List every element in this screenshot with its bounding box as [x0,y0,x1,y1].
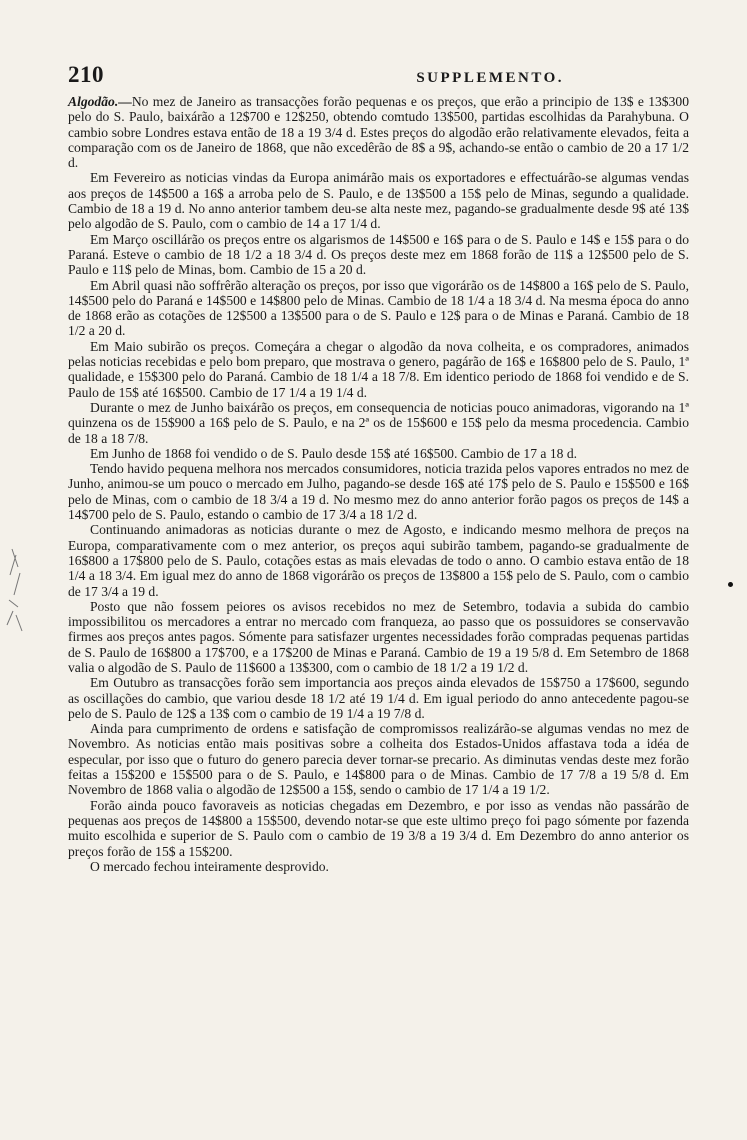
margin-dot [728,582,733,587]
paragraph-august: Continuando animadoras as noticias durante o mez de Agosto, e indicando mesmo melhora de preços na Europa, comparativamente com o mez anterior, os preços aqui subirão tambem, pagando-se gradualmente de 16$800 a 17$800 pelo de S. Paulo, cotações estas as mais elevadas de todo o anno. O cambio estava então de 18 1/4 a 18 3/4. Em igual mez do anno de 1868 vigorárão os preços de 13$800 a 15$ pelo de S. Paulo, com o cambio de 17 3/4 a 19 d. [68,522,689,599]
paragraph-july: Tendo havido pequena melhora nos mercados consumidores, noticia trazida pelos vapores entrados no mez de Junho, animou-se um pouco o mercado em Julho, pagando-se desde 16$ até 17$ pelo de S. Paulo e 15$500 e 16$ pelo de Minas, com o cambio de 18 3/4 a 19 d. No mesmo mez do anno anterior forão pagos os preços de 14$ a 14$700 pelo de S. Paulo, estando o cambio de 17 3/4 a 18 1/2 d. [68,461,689,523]
paragraph-may: Em Maio subirão os preços. Começára a chegar o algodão da nova colheita, e os compradores, animados pelas noticias recebidas e pelo bom preparo, que mostrava o genero, pagárão de 16$ e 16$800 pelo de S. Paulo, 1ª qualidade, e 15$300 pelo do Paraná. Cambio de 18 1/4 a 18 7/8. Em identico periodo de 1868 foi vendido e de S. Paulo de 15$ até 16$500. Cambio de 17 1/4 a 19 1/4 d. [68,338,689,400]
page-number: 210 [68,62,104,87]
running-title: SUPPLEMENTO. [416,70,564,86]
article-body [68,94,689,874]
paragraph-june: Durante o mez de Junho baixárão os preços, em consequencia de noticias pouco animadoras, vigorando na 1ª quinzena os de 15$900 a 16$ pelo de S. Paulo, e na 2ª os de 15$600 e 15$ pelo da mesma procedencia. Cambio de 18 a 18 7/8. [68,399,689,446]
paragraph-january: Algodão.—No mez de Janeiro as transacções forão pequenas e os preços, que erão a principio de 13$ e 13$300 pelo do S. Paulo, baixárão a 12$700 e 12$250, obtendo comtudo 13$500, partidas escolhidas da Parahybuna. O cambio sobre Londres estava então de 18 a 19 3/4 d. Estes preços do algodão erão relativamente elevados, feita a comparação com os de Janeiro de 1868, que não excedêrão de 8$ a 9$, achando-se então o cambio de 20 a 17 1/2 d. [68,94,689,171]
paragraph-june-1868: Em Junho de 1868 foi vendido o de S. Paulo desde 15$ até 16$500. Cambio de 17 a 18 d. [90,445,578,461]
margin-smudge [4,545,30,635]
paragraph-october: Em Outubro as transacções forão sem importancia aos preços ainda elevados de 15$750 a 17$600, segundo as oscillações do cambio, que variou desde 18 1/2 até 19 1/4 d. Em igual periodo do anno antecedente pagou-se pelo de S. Paulo de 12$ a 13$ com o cambio de 19 1/4 a 19 7/8 d. [68,675,689,721]
paragraph-november: Ainda para cumprimento de ordens e satisfação de compromissos realizárão-se algumas vendas no mez de Novembro. As noticias então mais positivas sobre a colheita dos Estados-Unidos affastava toda a idéa de especular, por isso que o futuro do genero parecia dever tornar-se precario. As diminutas vendas deste mez forão feitas a 15$200 e 15$500 para o de S. Paulo, e 14$800 para o de Minas. Cambio de 17 7/8 a 19 5/8 d. Em Novembro de 1868 valia o algodão de 12$500 a 15$, sendo o cambio de 17 1/4 a 19 1/2. [68,721,689,798]
paragraph-closing: O mercado fechou inteiramente desprovido. [90,858,329,874]
paragraph-december: Forão ainda pouco favoraveis as noticias chegadas em Dezembro, e por isso as vendas não passárão de pequenas aos preços de 14$800 a 15$500, devendo notar-se que este ultimo preço foi pago sómente por fazenda muito escolhida e superior de S. Paulo com o cambio de 19 3/8 a 19 3/4 d. Em Dezembro do anno anterior os preços forão de 15$ a 15$200. [68,797,689,859]
page-header [68,62,689,90]
paragraph-february: Em Fevereiro as noticias vindas da Europa animárão mais os exportadores e effectuárão-se algumas vendas aos preços de 14$500 a 16$ a arroba pelo de S. Paulo, e de 13$500 a 15$ pelo de Minas, segundo a qualidade. Cambio de 18 a 19 d. No anno anterior tambem deu-se alta neste mez, pagando-se gradualmente desde 9$ até 13$ pelo algodão de S. Paulo, com o cambio de 14 a 17 1/4 d. [68,170,689,232]
section-lead: Algodão.— [68,94,132,109]
paragraph-april: Em Abril quasi não soffrêrão alteração os preços, por isso que vigorárão os de 14$800 a 16$ pelo de S. Paulo, 14$500 pelo do Paraná e 14$500 e 14$800 pelo de Minas. Cambio de 18 1/4 a 18 3/4 d. Na mesma época do anno de 1868 erão as cotações de 12$500 a 13$500 para o de S. Paulo e 12$ para o de Minas e Paraná. Cambio de 18 1/2 a 20 d. [68,277,689,339]
paragraph-march: Em Março oscillárão os preços entre os algarismos de 14$500 e 16$ para o de S. Paulo e 14$ e 15$ para o do Paraná. Esteve o cambio de 18 1/2 a 18 3/4 d. Os preços deste mez em 1868 forão de 11$ a 12$500 pelo de S. Paulo e 11$ pelo de Minas, bom. Cambio de 15 a 20 d. [68,231,689,278]
paragraph-september: Posto que não fossem peiores os avisos recebidos no mez de Setembro, todavia a subida do cambio impossibilitou os mercadores a entrar no mercado com franqueza, ao passo que os possuidores se conservavão firmes aos preços antes pagos. Sómente para satisfazer urgentes necessidades forão compradas pequenas partidas de S. Paulo de 16$800 a 17$700, e a 17$200 de Minas e Paraná. Cambio de 19 a 19 5/8 d. Em Setembro de 1868 valia o algodão de S. Paulo de 11$600 a 13$300, com o cambio de 18 1/2 a 19 1/2 d. [68,598,689,675]
